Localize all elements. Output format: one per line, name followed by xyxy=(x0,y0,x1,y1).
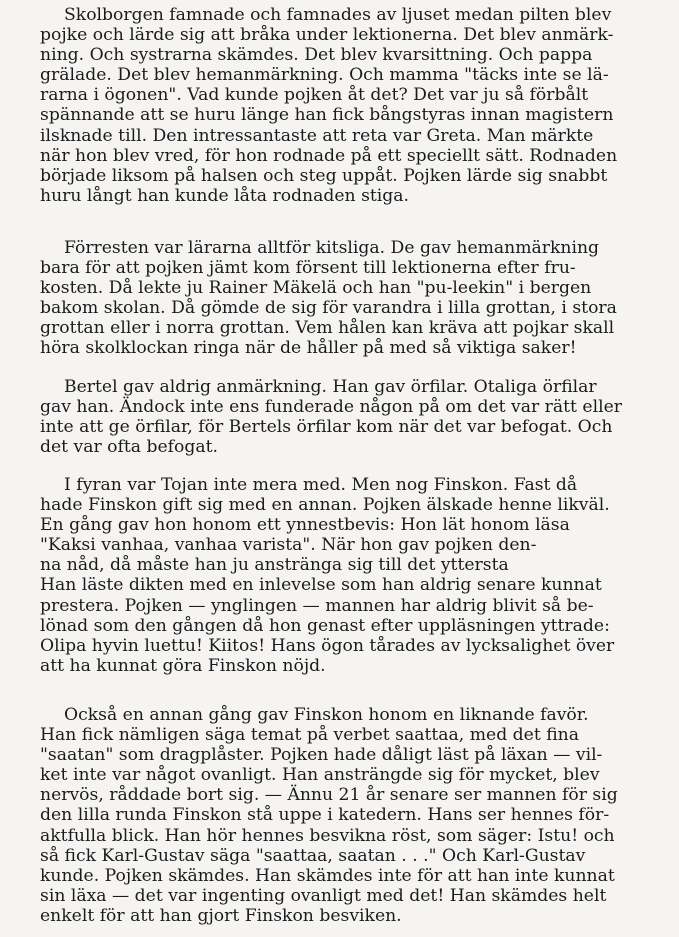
paragraph-1 xyxy=(40,5,679,206)
text-line: höra skolklockan ringa när de håller på med så viktiga saker! xyxy=(40,338,577,359)
text-line: hade Finskon gift sig med en annan. Pojken älskade henne likväl. xyxy=(40,495,610,516)
text-line: bara för att pojken jämt kom försent till lektionerna efter fru- xyxy=(40,258,576,279)
text-line: aktfulla blick. Han hör hennes besvikna röst, som säger: Istu! och xyxy=(40,825,615,846)
text-line: lönad som den gången då hon genast efter uppläsningen yttrade: xyxy=(40,615,610,636)
text-line: Förresten var lärarna alltför kitsliga. De gav hemanmärkning xyxy=(64,238,600,258)
paragraph-3 xyxy=(40,377,679,457)
text-line: ning. Och systrarna skämdes. Det blev kvarsittning. Och pappa xyxy=(40,45,593,66)
text-line: rarna i ögonen". Vad kunde pojken åt det? Det var ju så förbålt xyxy=(40,85,589,106)
text-line: gav han. Ändock inte ens funderade någon på om det var rätt eller xyxy=(40,397,622,418)
text-line: när hon blev vred, för hon rodnade på ett speciellt sätt. Rodnaden xyxy=(40,145,618,166)
text-line: ket inte var något ovanligt. Han ansträngde sig för mycket, blev xyxy=(40,765,600,786)
text-line: började liksom på halsen och steg uppåt. Pojken lärde sig snabbt xyxy=(40,165,608,186)
paragraph-2 xyxy=(40,238,679,359)
text-line: "Kaksi vanhaa, vanhaa varista". När hon gav pojken den- xyxy=(40,535,537,556)
text-line: sin läxa — det var ingenting ovanligt med det! Han skämdes helt xyxy=(40,885,607,906)
text-line: Han läste dikten med en inlevelse som han aldrig senare kunnat xyxy=(40,575,602,596)
text-line: Olipa hyvin luettu! Kiitos! Hans ögon tårades av lycksalighet över xyxy=(40,635,615,656)
text-line: inte att ge örfilar, för Bertels örfilar kom när det var befogat. Och xyxy=(40,417,613,438)
text-line: I fyran var Tojan inte mera med. Men nog Finskon. Fast då xyxy=(64,475,578,495)
text-line: Också en annan gång gav Finskon honom en liknande favör. xyxy=(64,705,589,725)
text-line: nervös, råddade bort sig. — Ännu 21 år senare ser mannen för sig xyxy=(40,785,618,806)
text-line: Han fick nämligen säga temat på verbet saattaa, med det fina xyxy=(40,725,579,746)
text-line: Bertel gav aldrig anmärkning. Han gav örfilar. Otaliga örfilar xyxy=(64,377,597,397)
text-line: spännande att se huru länge han fick bångstyras innan magistern xyxy=(40,105,614,126)
text-line: En gång gav hon honom ett ynnestbevis: Hon lät honom läsa xyxy=(40,515,570,536)
text-line: så fick Karl-Gustav säga "saattaa, saatan . . ." Och Karl-Gustav xyxy=(40,845,586,866)
text-line: "saatan" som dragplåster. Pojken hade dåligt läst på läxan — vil- xyxy=(40,745,603,766)
text-line: prestera. Pojken — ynglingen — mannen har aldrig blivit så be- xyxy=(40,595,594,616)
text-line: den lilla runda Finskon stå uppe i katedern. Hans ser hennes för- xyxy=(40,805,610,826)
text-line: huru långt han kunde låta rodnaden stiga. xyxy=(40,185,410,206)
text-line: bakom skolan. Då gömde de sig för varandra i lilla grottan, i stora xyxy=(40,298,617,319)
paragraph-5 xyxy=(40,705,679,926)
text-line: pojke och lärde sig att bråka under lektionerna. Det blev anmärk- xyxy=(40,25,614,46)
text-line: enkelt för att han gjort Finskon besviken. xyxy=(40,905,402,926)
text-line: na nåd, då måste han ju anstränga sig till det yttersta xyxy=(40,555,509,576)
text-line: grottan eller i norra grottan. Vem hålen kan kräva att pojkar skall xyxy=(40,318,615,339)
text-line: det var ofta befogat. xyxy=(40,437,219,458)
text-line: att ha kunnat göra Finskon nöjd. xyxy=(40,655,326,676)
paragraph-4 xyxy=(40,475,679,676)
text-line: kosten. Då lekte ju Rainer Mäkelä och han "pu-leekin" i bergen xyxy=(40,278,592,299)
text-line: ilsknade till. Den intressantaste att reta var Greta. Man märkte xyxy=(40,125,594,146)
text-line: grälade. Det blev hemanmärkning. Och mamma "täcks inte se lä- xyxy=(40,65,609,86)
text-line: Skolborgen famnade och famnades av ljuset medan pilten blev xyxy=(64,5,612,25)
text-line: kunde. Pojken skämdes. Han skämdes inte för att han inte kunnat xyxy=(40,865,615,886)
